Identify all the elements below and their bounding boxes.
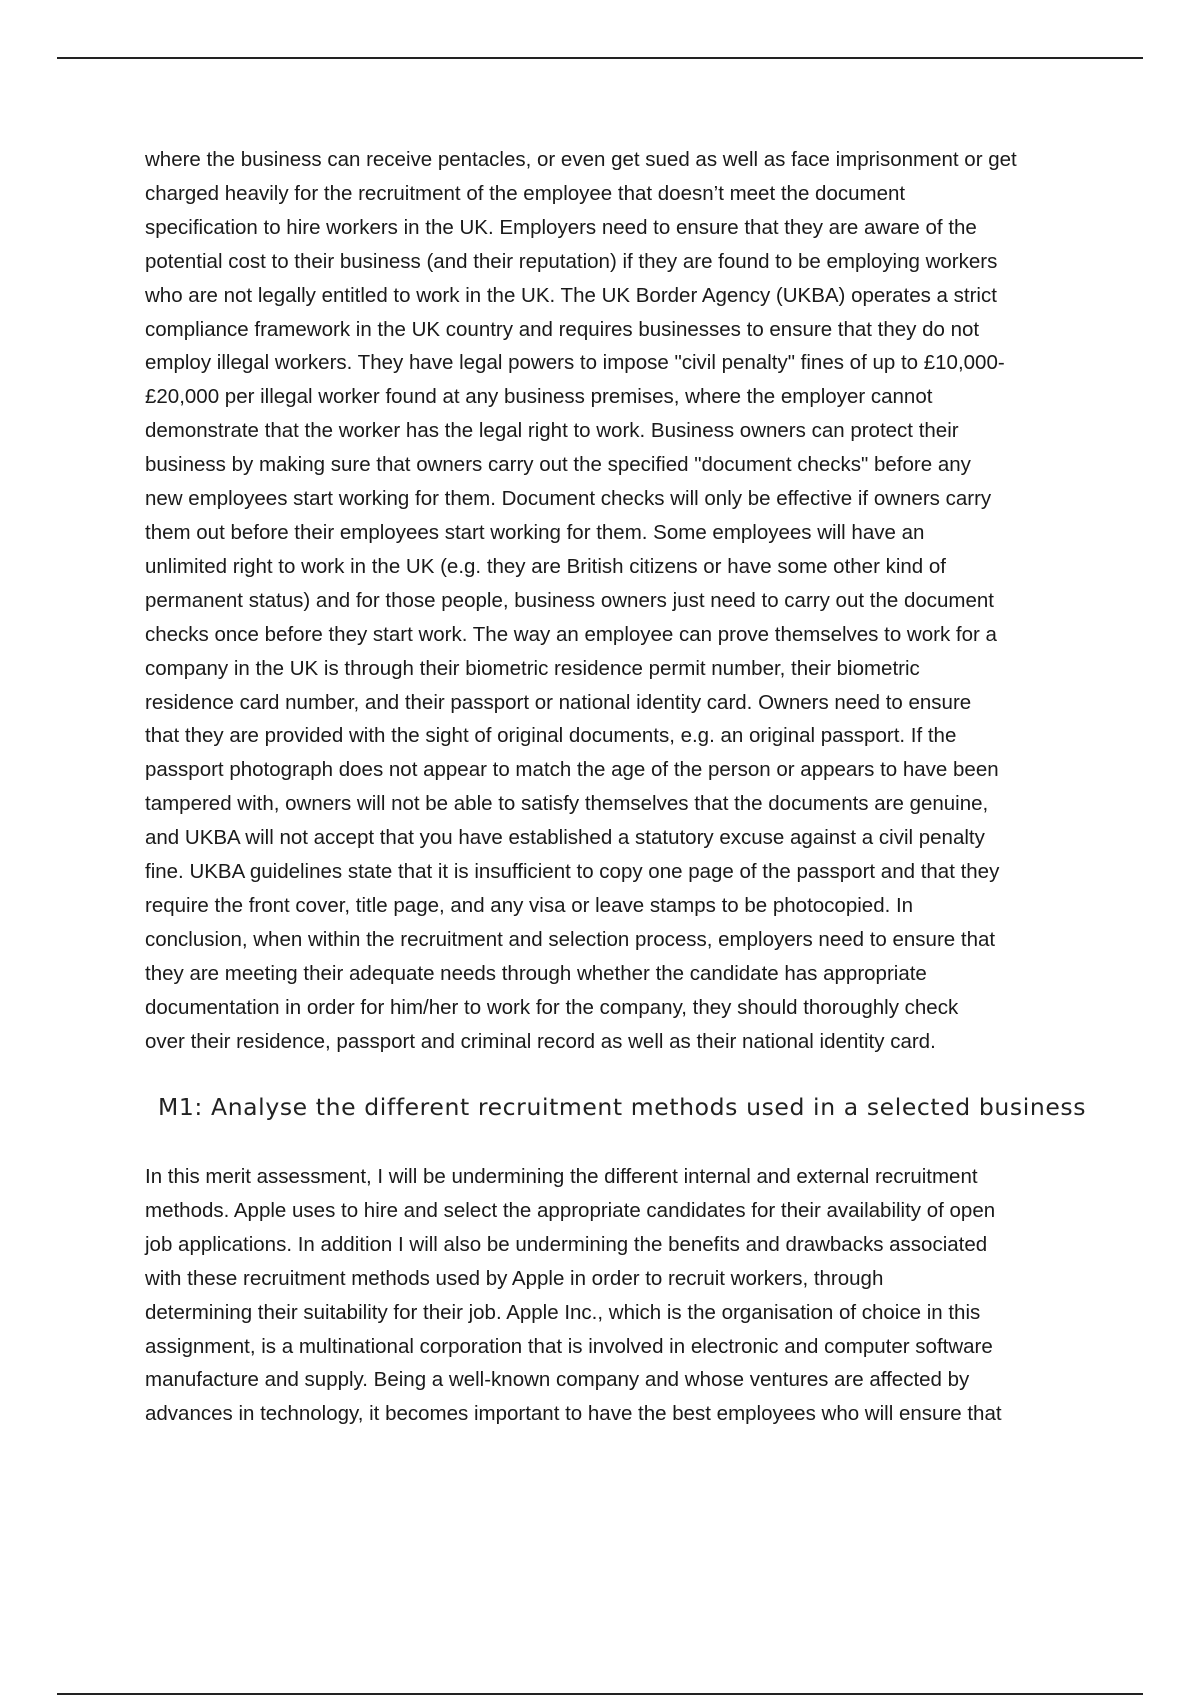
text-line: where the business can receive pentacles, or even get sued as well as face imprisonment or get bbox=[145, 148, 1017, 171]
text-line: require the front cover, title page, and any visa or leave stamps to be photocopied. In bbox=[145, 893, 914, 917]
footer-rule bbox=[57, 1693, 1143, 1695]
text-line: and UKBA will not accept that you have established a statutory excuse against a civil penalty bbox=[145, 826, 985, 850]
text-line: passport photograph does not appear to match the age of the person or appears to have been bbox=[145, 758, 999, 782]
text-line: In this merit assessment, I will be undermining the different internal and external recruitment bbox=[145, 1165, 978, 1188]
text-line: checks once before they start work. The way an employee can prove themselves to work for a bbox=[145, 622, 997, 646]
section-heading-m1: M1: Analyse the different recruitment methods used in a selected business bbox=[158, 1093, 1087, 1121]
text-line: conclusion, when within the recruitment and selection process, employers need to ensure that bbox=[145, 927, 996, 951]
text-line: they are meeting their adequate needs through whether the candidate has appropriate bbox=[145, 961, 927, 985]
text-line: methods. Apple uses to hire and select the appropriate candidates for their availability of open bbox=[145, 1198, 996, 1222]
text-line: new employees start working for them. Document checks will only be effective if owners carry bbox=[145, 487, 992, 511]
text-line: assignment, is a multinational corporation that is involved in electronic and computer software bbox=[145, 1334, 993, 1358]
text-line: documentation in order for him/her to work for the company, they should thoroughly check bbox=[145, 995, 959, 1019]
paragraph-text bbox=[145, 143, 1090, 1058]
text-line: charged heavily for the recruitment of the employee that doesn’t meet the document bbox=[145, 181, 906, 205]
text-line: employ illegal workers. They have legal powers to impose "civil penalty" fines of up to £10,000- bbox=[145, 351, 1005, 375]
text-line: potential cost to their business (and their reputation) if they are found to be employing workers bbox=[145, 249, 998, 273]
text-line: that they are provided with the sight of original documents, e.g. an original passport. If the bbox=[145, 724, 957, 748]
text-line: with these recruitment methods used by Apple in order to recruit workers, through bbox=[145, 1266, 884, 1290]
paragraph-text bbox=[145, 1160, 1090, 1431]
text-line: £20,000 per illegal worker found at any business premises, where the employer cannot bbox=[145, 385, 933, 409]
text-line: them out before their employees start working for them. Some employees will have an bbox=[145, 520, 925, 544]
text-line: unlimited right to work in the UK (e.g. they are British citizens or have some other kind of bbox=[145, 554, 947, 578]
text-line: compliance framework in the UK country and requires businesses to ensure that they do not bbox=[145, 317, 980, 341]
text-line: tampered with, owners will not be able to satisfy themselves that the documents are genuine, bbox=[145, 792, 989, 816]
text-line: advances in technology, it becomes important to have the best employees who will ensure that bbox=[145, 1402, 1002, 1426]
text-line: demonstrate that the worker has the legal right to work. Business owners can protect their bbox=[145, 419, 959, 443]
text-line: who are not legally entitled to work in the UK. The UK Border Agency (UKBA) operates a strict bbox=[145, 283, 997, 307]
text-line: business by making sure that owners carry out the specified "document checks" before any bbox=[145, 453, 971, 477]
text-line: specification to hire workers in the UK. Employers need to ensure that they are aware of the bbox=[145, 215, 977, 239]
body-paragraph-2 bbox=[145, 1160, 1090, 1431]
body-paragraph-1 bbox=[145, 143, 1090, 1058]
text-line: manufacture and supply. Being a well-known company and whose ventures are affected by bbox=[145, 1368, 970, 1392]
text-line: determining their suitability for their job. Apple Inc., which is the organisation of choice in this bbox=[145, 1300, 981, 1324]
text-line: permanent status) and for those people, business owners just need to carry out the document bbox=[145, 588, 994, 612]
text-line: fine. UKBA guidelines state that it is insufficient to copy one page of the passport and that they bbox=[145, 860, 1000, 884]
header-rule bbox=[57, 57, 1143, 59]
text-line: job applications. In addition I will also be undermining the benefits and drawbacks associated bbox=[145, 1232, 988, 1256]
text-line: over their residence, passport and criminal record as well as their national identity card. bbox=[145, 1029, 936, 1053]
text-line: company in the UK is through their biometric residence permit number, their biometric bbox=[145, 656, 920, 680]
text-line: residence card number, and their passport or national identity card. Owners need to ensure bbox=[145, 690, 972, 714]
